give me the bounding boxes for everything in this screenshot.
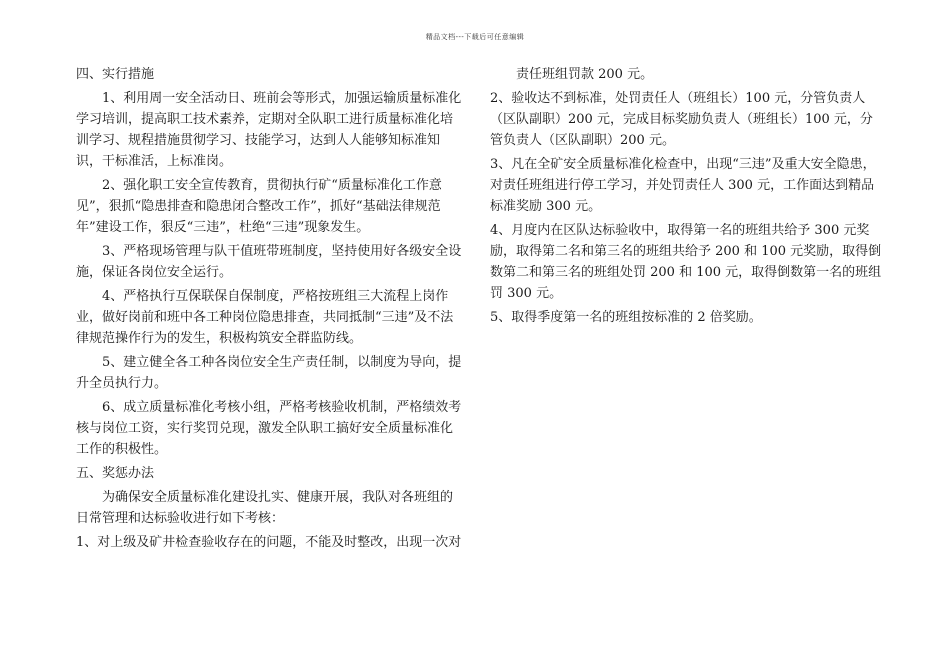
reward-rule-5: 5、取得季度第一名的班组按标准的 2 倍奖励。	[490, 310, 762, 325]
rewards-intro: 为确保安全质量标准化建设扎实、健康开展，我队对各班组的日常管理和达标验收进行如下考核：	[76, 490, 454, 526]
section-heading-measures: 四、实行措施	[76, 67, 155, 82]
reward-rule-3: 3、凡在全矿安全质量标准化检查中，出现“三违”及重大安全隐患，对责任班组进行停工学习，并处罚责任人 300 元，工作面达到精品标准奖励 300 元。	[490, 157, 876, 214]
reward-rule-1: 1、对上级及矿井检查验收存在的问题，不能及时整改，出现一次对	[76, 535, 462, 550]
page-header: 精品文档---下载后可任意编辑	[425, 33, 525, 41]
reward-rule-1-continued: 责任班组罚款 200 元。	[516, 67, 654, 82]
reward-rule-4: 4、月度内在区队达标验收中，取得第一名的班组共给予 300 元奖励，取得第二名和第三名的班组共给予 200 和 100 元奖励，取得倒数第二和第三名的班组处罚 200 和 100 元，取得倒数第一名的班组罚 300 元。	[490, 223, 882, 301]
measure-4: 4、严格执行互保联保自保制度，严格按班组三大流程上岗作业，做好岗前和班中各工种岗位隐患排查，共同抵制“三违”及不法律规范操作行为的发生，积极构筑安全群监防线。	[76, 289, 454, 346]
measure-2: 2、强化职工安全宣传教育，贯彻执行矿“质量标准化工作意见”，狠抓“隐患排查和隐患闭合整改工作”，抓好“基础法律规范年”建设工作，狠反“三违”，杜绝“三违”现象发生。	[76, 178, 442, 235]
measure-6: 6、成立质量标准化考核小组，严格考核验收机制，严格绩效考核与岗位工资，实行奖罚兑现，激发全队职工搞好安全质量标准化工作的积极性。	[76, 400, 462, 457]
right-column	[490, 64, 884, 331]
left-column	[76, 64, 462, 556]
section-heading-rewards: 五、奖惩办法	[76, 466, 155, 481]
reward-rule-2: 2、验收达不到标准，处罚责任人（班组长）100 元，分管负责人（区队副职）200 元，完成目标奖励负责人（班组长）100 元，分管负责人（区队副职）200 元。	[490, 91, 873, 148]
measure-3: 3、严格现场管理与队干值班带班制度，坚持使用好各级安全设施，保证各岗位安全运行。	[76, 244, 462, 280]
measure-5: 5、建立健全各工种各岗位安全生产责任制，以制度为导向，提升全员执行力。	[76, 355, 462, 391]
measure-1: 1、利用周一安全活动日、班前会等形式，加强运输质量标准化学习培训，提高职工技术素养，定期对全队职工进行质量标准化培训学习、规程措施贯彻学习、技能学习，达到人人能够知标准知识，干标准活，上标准岗。	[76, 91, 462, 169]
